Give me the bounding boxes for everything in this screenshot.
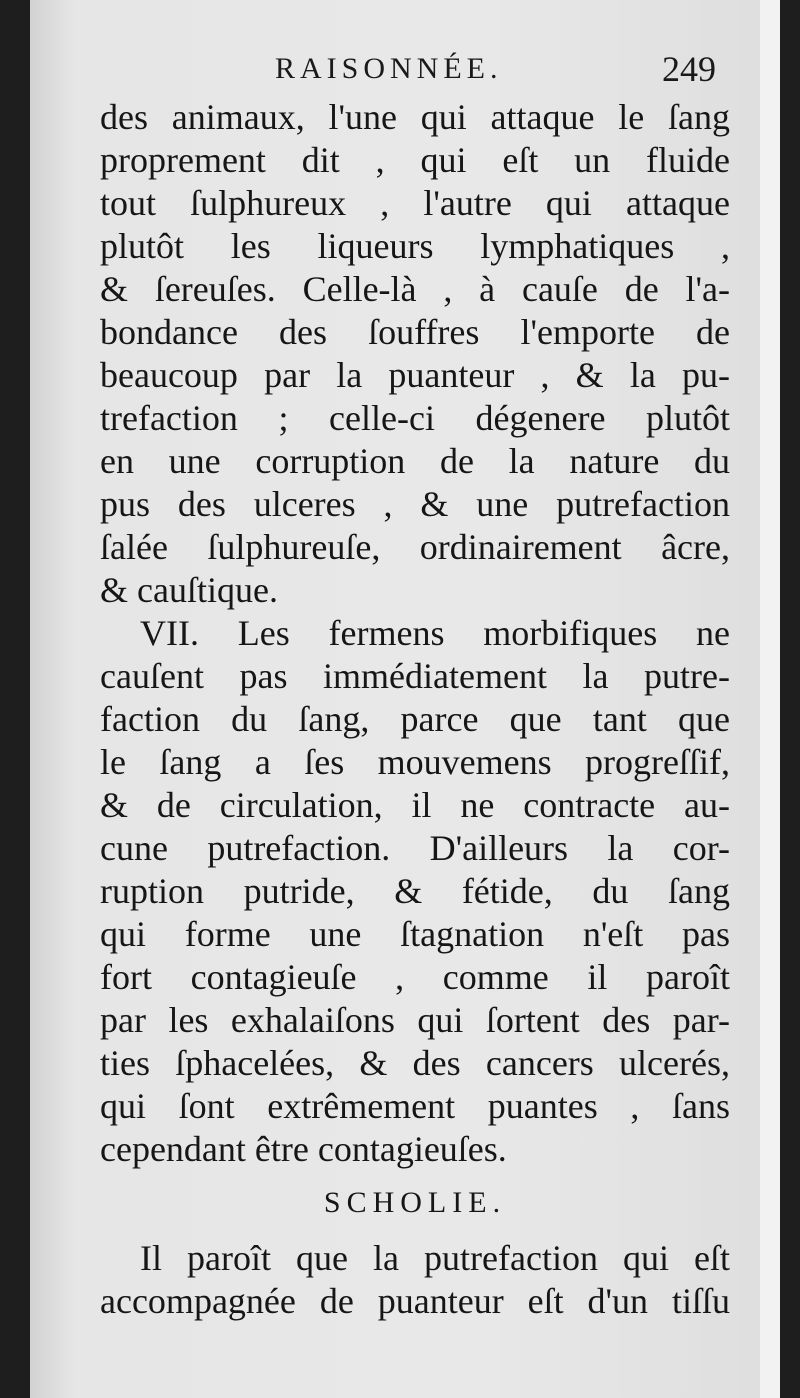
text-line: faction du ſang, parce que tant que <box>100 699 730 739</box>
text-line: & ſereuſes. Celle-là , à cauſe de l'a- <box>100 269 730 309</box>
text-line: cune putrefaction. D'ailleurs la cor- <box>100 828 730 868</box>
text-line: & cauſtique. <box>100 570 278 610</box>
text-line: ſalée ſulphureuſe, ordinairement âcre, <box>100 527 730 567</box>
running-head: RAISONNÉE. <box>275 52 503 85</box>
text-line: cauſent pas immédiatement la putre- <box>100 656 730 696</box>
text-line: plutôt les liqueurs lymphatiques , <box>100 226 730 266</box>
page-number: 249 <box>662 49 716 89</box>
text-line: beaucoup par la puanteur , & la pu- <box>100 355 730 395</box>
text-line: trefaction ; celle-ci dégenere plutôt <box>100 398 730 438</box>
text-line: Il paroît que la putrefaction qui eſt <box>140 1238 730 1278</box>
book-page <box>30 0 780 1398</box>
text-line: fort contagieuſe , comme il paroît <box>100 957 730 997</box>
text-line: tout ſulphureux , l'autre qui attaque <box>100 183 730 223</box>
text-line: ties ſphacelées, & des cancers ulcerés, <box>100 1043 730 1083</box>
text-line: en une corruption de la nature du <box>100 441 730 481</box>
body-text <box>100 96 730 1323</box>
text-line: bondance des ſouffres l'emporte de <box>100 312 730 352</box>
text-line: par les exhalaiſons qui ſortent des par- <box>100 1000 730 1040</box>
paragraph-3 <box>100 1237 730 1323</box>
text-line: proprement dit , qui eſt un fluide <box>100 140 730 180</box>
text-line: qui ſont extrêmement puantes , ſans <box>100 1086 730 1126</box>
paragraph-1 <box>100 96 730 612</box>
page-edge <box>760 0 780 1398</box>
page-header <box>30 49 730 92</box>
paragraph-2 <box>100 612 730 1171</box>
text-line: des animaux, l'une qui attaque le ſang <box>100 97 730 137</box>
section-heading: SCHOLIE. <box>323 1186 507 1219</box>
text-line: accompagnée de puanteur eſt d'un tiſſu <box>100 1281 730 1321</box>
text-line: le ſang a ſes mouvemens progreſſif, <box>100 742 730 782</box>
text-line: ruption putride, & fétide, du ſang <box>100 871 730 911</box>
text-line: qui forme une ſtagnation n'eſt pas <box>100 914 730 954</box>
text-line: cependant être contagieuſes. <box>100 1129 507 1169</box>
text-line: VII. Les fermens morbifiques ne <box>140 613 730 653</box>
text-line: & de circulation, il ne contracte au- <box>100 785 730 825</box>
text-line: pus des ulceres , & une putrefaction <box>100 484 730 524</box>
